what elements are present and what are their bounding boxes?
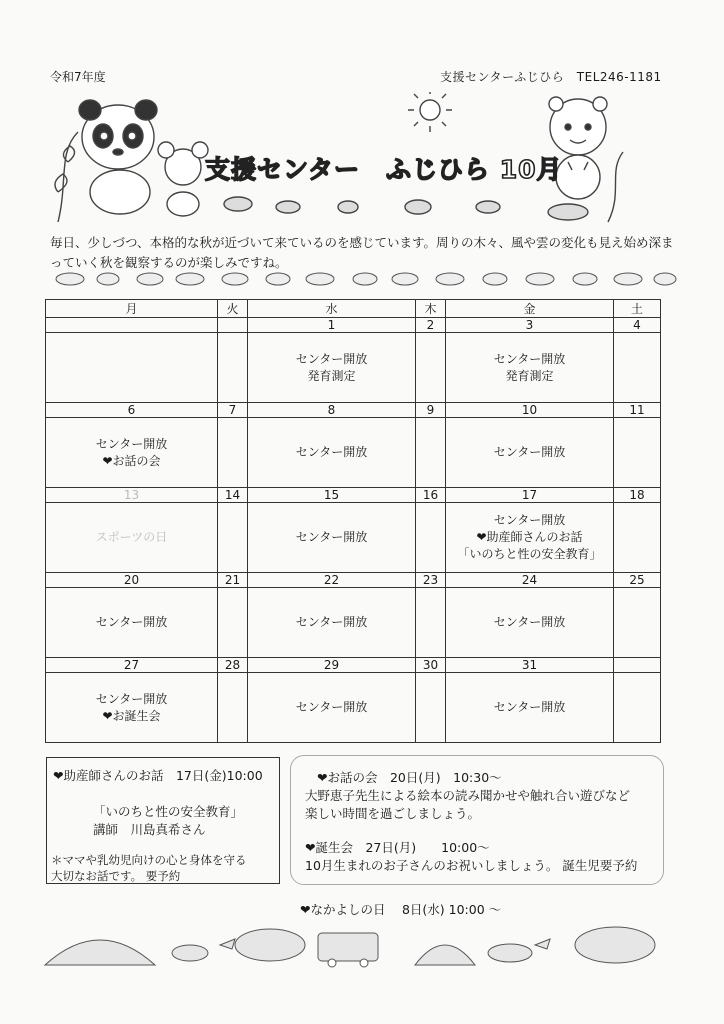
date-number: 14	[218, 488, 248, 503]
potato-divider	[50, 268, 680, 290]
date-number	[218, 318, 248, 333]
day-events: スポーツの日	[46, 503, 218, 573]
day-events: センター開放 ❤助産師さんのお話 「いのちと性の安全教育」	[446, 503, 614, 573]
date-number: 22	[248, 573, 416, 588]
day-events	[218, 418, 248, 488]
day-events	[614, 503, 661, 573]
calendar-event-row	[46, 503, 661, 573]
day-events	[416, 503, 446, 573]
calendar-event-row	[46, 588, 661, 658]
date-number: 20	[46, 573, 218, 588]
day-header: 土	[614, 300, 661, 318]
sun-icon	[420, 100, 440, 120]
intro-text: 毎日、少しづつ、本格的な秋が近づいて来ているのを感じています。周りの木々、風や雲の変化も見え始め深まっていく秋を観察するのが楽しみですね。	[50, 235, 674, 270]
date-number: 13	[46, 488, 218, 503]
date-number: 2	[416, 318, 446, 333]
birthday-heading: ❤誕生会 27日(月) 10:00～	[305, 840, 490, 855]
midwife-note: 大切なお話です。 要予約	[51, 869, 181, 883]
day-events: センター開放	[248, 503, 416, 573]
date-number: 6	[46, 403, 218, 418]
day-events: センター開放	[248, 673, 416, 743]
date-number: 10	[446, 403, 614, 418]
day-events	[218, 588, 248, 658]
date-number: 9	[416, 403, 446, 418]
bus-icon	[318, 933, 378, 961]
day-events: センター開放	[446, 588, 614, 658]
day-events	[416, 333, 446, 403]
date-number: 25	[614, 573, 661, 588]
midwife-talk-box	[46, 757, 280, 884]
day-events: センター開放 ❤お話の会	[46, 418, 218, 488]
calendar-date-row	[46, 488, 661, 503]
story-description: 楽しい時間を過ごしましょう。	[305, 806, 481, 821]
day-events	[614, 673, 661, 743]
date-number: 21	[218, 573, 248, 588]
date-number: 15	[248, 488, 416, 503]
day-events	[416, 673, 446, 743]
date-number: 7	[218, 403, 248, 418]
day-events: センター開放 発育測定	[446, 333, 614, 403]
date-number: 18	[614, 488, 661, 503]
midwife-topic: 「いのちと性の安全教育」	[93, 804, 244, 819]
date-number: 24	[446, 573, 614, 588]
day-events: センター開放	[46, 588, 218, 658]
date-number: 23	[416, 573, 446, 588]
midwife-heading: ❤助産師さんのお話 17日(金)10:00	[53, 768, 263, 783]
day-events	[46, 333, 218, 403]
day-events: センター開放 ❤お誕生会	[46, 673, 218, 743]
day-events	[416, 588, 446, 658]
calendar-date-row	[46, 403, 661, 418]
date-number: 28	[218, 658, 248, 673]
calendar-event-row	[46, 673, 661, 743]
birthday-description: 10月生まれのお子さんのお祝いしましょう。 誕生児要予約	[305, 858, 638, 873]
day-header: 金	[446, 300, 614, 318]
day-events	[218, 503, 248, 573]
day-header: 木	[416, 300, 446, 318]
nakayoshi-day: ❤なかよしの日 8日(水) 10:00 ～	[300, 902, 502, 917]
calendar-header-row	[46, 300, 661, 318]
story-heading: ❤お話の会 20日(月) 10:30～	[317, 770, 502, 785]
calendar-table	[45, 299, 661, 743]
calendar-date-row	[46, 318, 661, 333]
date-number: 16	[416, 488, 446, 503]
day-header: 月	[46, 300, 218, 318]
calendar-event-row	[46, 418, 661, 488]
day-events: センター開放	[446, 673, 614, 743]
day-events	[614, 333, 661, 403]
events-box	[290, 755, 664, 885]
day-events	[614, 418, 661, 488]
date-number: 17	[446, 488, 614, 503]
day-events	[614, 588, 661, 658]
center-contact: 支援センターふじひら TEL246-1181	[440, 70, 662, 84]
banner-title: 支援センター ふじひら 10月	[205, 155, 563, 184]
date-number: 4	[614, 318, 661, 333]
day-events: センター開放	[248, 418, 416, 488]
footer-illustration	[40, 915, 680, 970]
day-events	[218, 673, 248, 743]
date-number: 1	[248, 318, 416, 333]
date-number: 3	[446, 318, 614, 333]
date-number: 8	[248, 403, 416, 418]
date-number: 31	[446, 658, 614, 673]
date-number: 11	[614, 403, 661, 418]
date-number	[614, 658, 661, 673]
date-number: 30	[416, 658, 446, 673]
calendar-date-row	[46, 573, 661, 588]
story-description: 大野恵子先生による絵本の読み聞かせや触れ合い遊びなど	[305, 788, 631, 803]
fiscal-year: 令和7年度	[50, 70, 106, 84]
day-header: 水	[248, 300, 416, 318]
day-events	[416, 418, 446, 488]
day-events: センター開放	[446, 418, 614, 488]
day-events: センター開放 発育測定	[248, 333, 416, 403]
day-events	[218, 333, 248, 403]
midwife-note: ＊ママや乳幼児向けの心と身体を守る	[51, 853, 247, 867]
calendar-event-row	[46, 333, 661, 403]
date-number	[46, 318, 218, 333]
day-header: 火	[218, 300, 248, 318]
midwife-lecturer: 講師 川島真希さん	[93, 822, 206, 837]
day-events: センター開放	[248, 588, 416, 658]
calendar-date-row	[46, 658, 661, 673]
date-number: 29	[248, 658, 416, 673]
date-number: 27	[46, 658, 218, 673]
